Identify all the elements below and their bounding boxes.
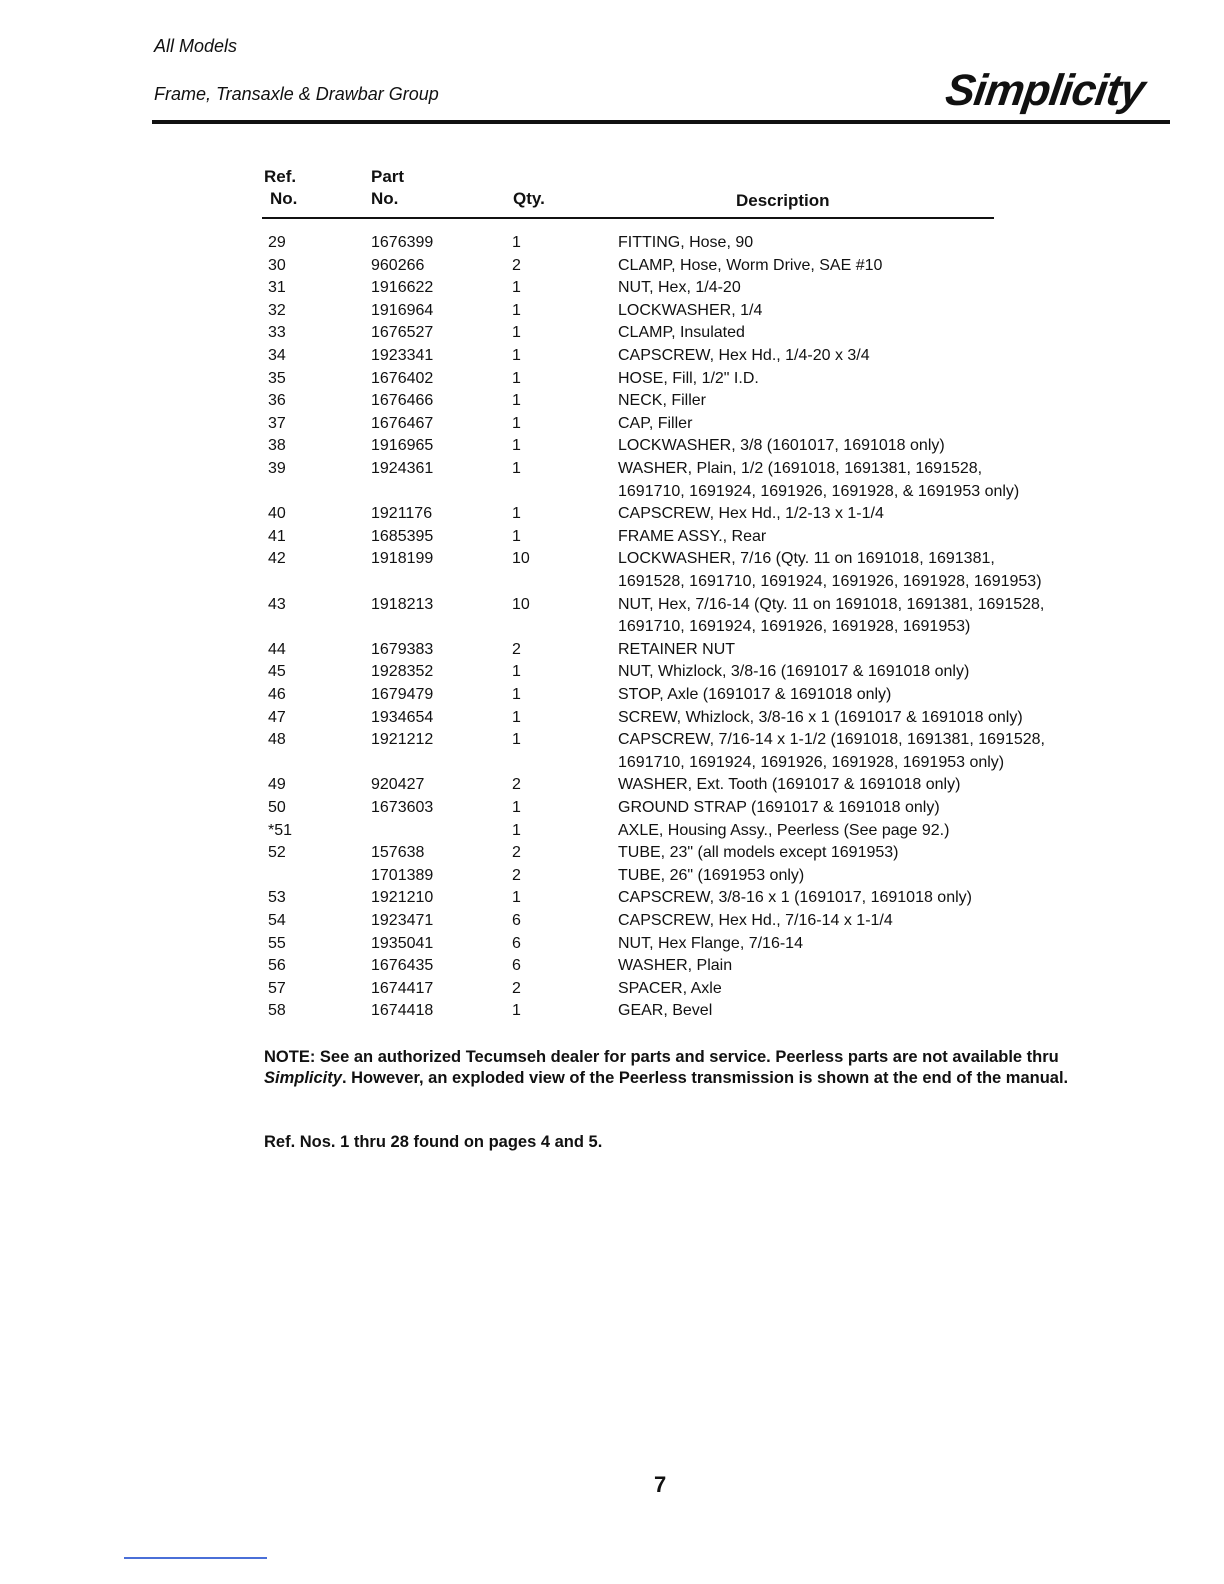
description: CLAMP, Insulated (618, 324, 745, 342)
qty: 1 (512, 505, 521, 523)
column-header-rule (262, 217, 994, 219)
description: CAPSCREW, 7/16-14 x 1-1/2 (1691018, 1691381, 1691528, (618, 731, 1045, 749)
description: AXLE, Housing Assy., Peerless (See page 92.) (618, 821, 950, 839)
part-no: 1918213 (371, 595, 434, 613)
col-desc-header: Description (736, 191, 830, 210)
ref-no: 43 (268, 595, 286, 613)
part-no: 1916964 (371, 301, 434, 319)
col-ref-line1: Ref. (264, 167, 297, 186)
ref-no: 56 (268, 957, 286, 975)
ref-no: 53 (268, 889, 286, 907)
table-row (0, 820, 1224, 843)
ref-note: Ref. Nos. 1 thru 28 found on pages 4 and 5. (264, 1133, 603, 1151)
description: WASHER, Plain (618, 957, 733, 975)
description: 1691528, 1691710, 1691924, 1691926, 1691928, 1691953) (618, 572, 1042, 590)
description: GROUND STRAP (1691017 & 1691018 only) (618, 799, 940, 816)
table-row (0, 548, 1224, 593)
part-no: 920427 (371, 776, 425, 794)
ref-no: 34 (268, 347, 286, 364)
table-row (0, 774, 1224, 797)
page-number: 7 (654, 1472, 667, 1497)
table-row (0, 322, 1224, 345)
description: CAPSCREW, Hex Hd., 1/2-13 x 1-1/4 (618, 505, 884, 523)
ref-no: 49 (268, 776, 286, 794)
header-rule (152, 120, 1170, 124)
part-no: 1674417 (371, 979, 434, 997)
qty: 1 (512, 437, 521, 455)
col-part-header (371, 166, 404, 210)
qty: 1 (512, 799, 521, 816)
ref-no: 50 (268, 799, 286, 816)
table-row (0, 390, 1224, 413)
qty: 1 (512, 889, 521, 907)
table-row (0, 594, 1224, 639)
qty: 1 (512, 527, 521, 545)
part-no: 1679383 (371, 640, 434, 658)
ref-no: 55 (268, 934, 286, 952)
table-row (0, 865, 1224, 888)
part-no: 1921176 (371, 505, 433, 523)
description: WASHER, Ext. Tooth (1691017 & 1691018 only) (618, 776, 961, 794)
col-ref-line2: No. (270, 189, 298, 208)
table-row (0, 300, 1224, 323)
description: STOP, Axle (1691017 & 1691018 only) (618, 686, 892, 703)
qty: 2 (512, 866, 521, 884)
ref-no: 44 (268, 640, 286, 658)
col-part-line2: No. (371, 189, 399, 208)
table-row (0, 368, 1224, 391)
qty: 1 (512, 460, 521, 477)
description: NUT, Hex, 1/4-20 (618, 279, 741, 297)
description: NUT, Whizlock, 3/8-16 (1691017 & 1691018 only) (618, 663, 970, 681)
part-no: 1928352 (371, 663, 434, 681)
part-no: 1676435 (371, 957, 434, 975)
part-no: 1676402 (371, 369, 434, 387)
qty: 1 (512, 414, 521, 432)
table-row (0, 729, 1224, 774)
table-row (0, 887, 1224, 910)
qty: 1 (512, 301, 521, 319)
part-no: 960266 (371, 256, 425, 274)
part-no: 1935041 (371, 934, 434, 952)
description: NUT, Hex, 7/16-14 (Qty. 11 on 1691018, 1691381, 1691528, (618, 595, 1045, 613)
ref-no: 52 (268, 844, 286, 862)
ref-no: 36 (268, 392, 286, 410)
footer-line (124, 1557, 267, 1559)
description: HOSE, Fill, 1/2" I.D. (618, 369, 759, 387)
qty: 2 (512, 640, 521, 658)
part-no: 1679479 (371, 686, 434, 703)
note-text-1: NOTE: See an authorized Tecumseh dealer for parts and service. Peerless parts are not available thru (264, 1048, 1059, 1066)
table-row (0, 797, 1224, 820)
description: LOCKWASHER, 7/16 (Qty. 11 on 1691018, 1691381, (618, 550, 995, 568)
ref-no: 57 (268, 979, 286, 997)
table-row (0, 503, 1224, 526)
qty: 6 (512, 912, 521, 929)
ref-no: 31 (268, 279, 286, 297)
ref-no: 29 (268, 234, 286, 251)
ref-no: 41 (268, 527, 286, 545)
col-qty-header: Qty. (513, 189, 545, 208)
part-no: 1685395 (371, 527, 434, 545)
description: FITTING, Hose, 90 (618, 234, 754, 251)
col-part-line1: Part (371, 167, 405, 186)
table-row (0, 526, 1224, 549)
description: GEAR, Bevel (618, 1002, 713, 1020)
description: 1691710, 1691924, 1691926, 1691928, & 1691953 only) (618, 482, 1020, 500)
description: LOCKWASHER, 3/8 (1601017, 1691018 only) (618, 437, 945, 455)
description: CAP, Filler (618, 414, 693, 432)
qty: 10 (512, 595, 530, 613)
part-no: 1674418 (371, 1002, 434, 1020)
table-row (0, 255, 1224, 278)
description: CLAMP, Hose, Worm Drive, SAE #10 (618, 256, 883, 274)
table-row (0, 684, 1224, 707)
ref-no: 30 (268, 256, 286, 274)
qty: 2 (512, 979, 521, 997)
note-brand: Simplicity (264, 1069, 342, 1087)
description: FRAME ASSY., Rear (618, 527, 767, 545)
description: 1691710, 1691924, 1691926, 1691928, 1691953 only) (618, 753, 1005, 771)
table-row (0, 639, 1224, 662)
description: NECK, Filler (618, 392, 707, 410)
part-no: 1921210 (371, 889, 434, 907)
qty: 1 (512, 1002, 521, 1020)
description: 1691710, 1691924, 1691926, 1691928, 1691953) (618, 618, 971, 636)
qty: 1 (512, 234, 521, 251)
qty: 2 (512, 776, 521, 794)
part-no: 1916965 (371, 437, 434, 455)
table-row (0, 933, 1224, 956)
table-row (0, 661, 1224, 684)
description: CAPSCREW, 3/8-16 x 1 (1691017, 1691018 only) (618, 889, 972, 907)
ref-no: 39 (268, 460, 286, 477)
col-ref-header (264, 166, 297, 210)
ref-no: 58 (268, 1002, 286, 1020)
table-row (0, 345, 1224, 368)
description: TUBE, 26" (1691953 only) (618, 866, 805, 884)
ref-no: 38 (268, 437, 286, 455)
part-no: 1676527 (371, 324, 434, 342)
qty: 2 (512, 844, 521, 862)
ref-no: 37 (268, 414, 286, 432)
ref-no: 42 (268, 550, 286, 568)
part-no: 1924361 (371, 460, 434, 477)
table-row (0, 435, 1224, 458)
ref-no: 47 (268, 708, 286, 726)
description: SPACER, Axle (618, 979, 722, 997)
table-row (0, 413, 1224, 436)
part-no: 1676399 (371, 234, 434, 251)
part-no: 1916622 (371, 279, 434, 297)
header-group-title: Frame, Transaxle & Drawbar Group (154, 84, 439, 104)
description: WASHER, Plain, 1/2 (1691018, 1691381, 1691528, (618, 460, 983, 477)
description: LOCKWASHER, 1/4 (618, 301, 763, 319)
table-row (0, 232, 1224, 255)
table-row (0, 1000, 1224, 1023)
table-row (0, 277, 1224, 300)
part-no: 157638 (371, 844, 425, 862)
qty: 1 (512, 708, 521, 726)
ref-no: 54 (268, 912, 286, 929)
part-no: 1918199 (371, 550, 434, 568)
part-no: 1923471 (371, 912, 434, 929)
qty: 2 (512, 256, 521, 274)
qty: 1 (512, 686, 521, 703)
ref-no: 33 (268, 324, 286, 342)
ref-no: 35 (268, 369, 286, 387)
qty: 1 (512, 731, 521, 749)
table-row (0, 910, 1224, 933)
part-no: 1676466 (371, 392, 434, 410)
part-no: 1676467 (371, 414, 434, 432)
part-no: 1673603 (371, 799, 434, 816)
qty: 1 (512, 369, 521, 387)
ref-no: 46 (268, 686, 286, 703)
qty: 1 (512, 279, 521, 297)
brand-logo: Simplicity (942, 66, 1148, 115)
note-text-2: . However, an exploded view of the Peerless transmission is shown at the end of the manual. (341, 1069, 1069, 1087)
description: CAPSCREW, Hex Hd., 1/4-20 x 3/4 (618, 347, 870, 364)
ref-no: 40 (268, 505, 286, 523)
ref-no: 45 (268, 663, 286, 681)
ref-no: 32 (268, 301, 286, 319)
qty: 6 (512, 934, 521, 952)
qty: 1 (512, 663, 521, 681)
description: CAPSCREW, Hex Hd., 7/16-14 x 1-1/4 (618, 912, 893, 929)
qty: 1 (512, 347, 521, 364)
qty: 1 (512, 821, 521, 839)
description: SCREW, Whizlock, 3/8-16 x 1 (1691017 & 1691018 only) (618, 708, 1023, 726)
ref-no: *51 (268, 821, 293, 839)
description: TUBE, 23" (all models except 1691953) (618, 844, 899, 862)
table-row (0, 842, 1224, 865)
description: RETAINER NUT (618, 640, 736, 658)
note-paragraph (264, 1047, 1114, 1089)
table-row (0, 707, 1224, 730)
ref-no: 48 (268, 731, 286, 749)
header-models: All Models (154, 36, 238, 56)
table-row (0, 458, 1224, 503)
qty: 6 (512, 957, 521, 975)
table-row (0, 955, 1224, 978)
qty: 10 (512, 550, 530, 568)
table-row (0, 978, 1224, 1001)
part-no: 1923341 (371, 347, 434, 364)
part-no: 1921212 (371, 731, 434, 749)
qty: 1 (512, 324, 521, 342)
description: NUT, Hex Flange, 7/16-14 (618, 934, 803, 952)
part-no: 1934654 (371, 708, 434, 726)
part-no: 1701389 (371, 866, 434, 884)
qty: 1 (512, 392, 521, 410)
